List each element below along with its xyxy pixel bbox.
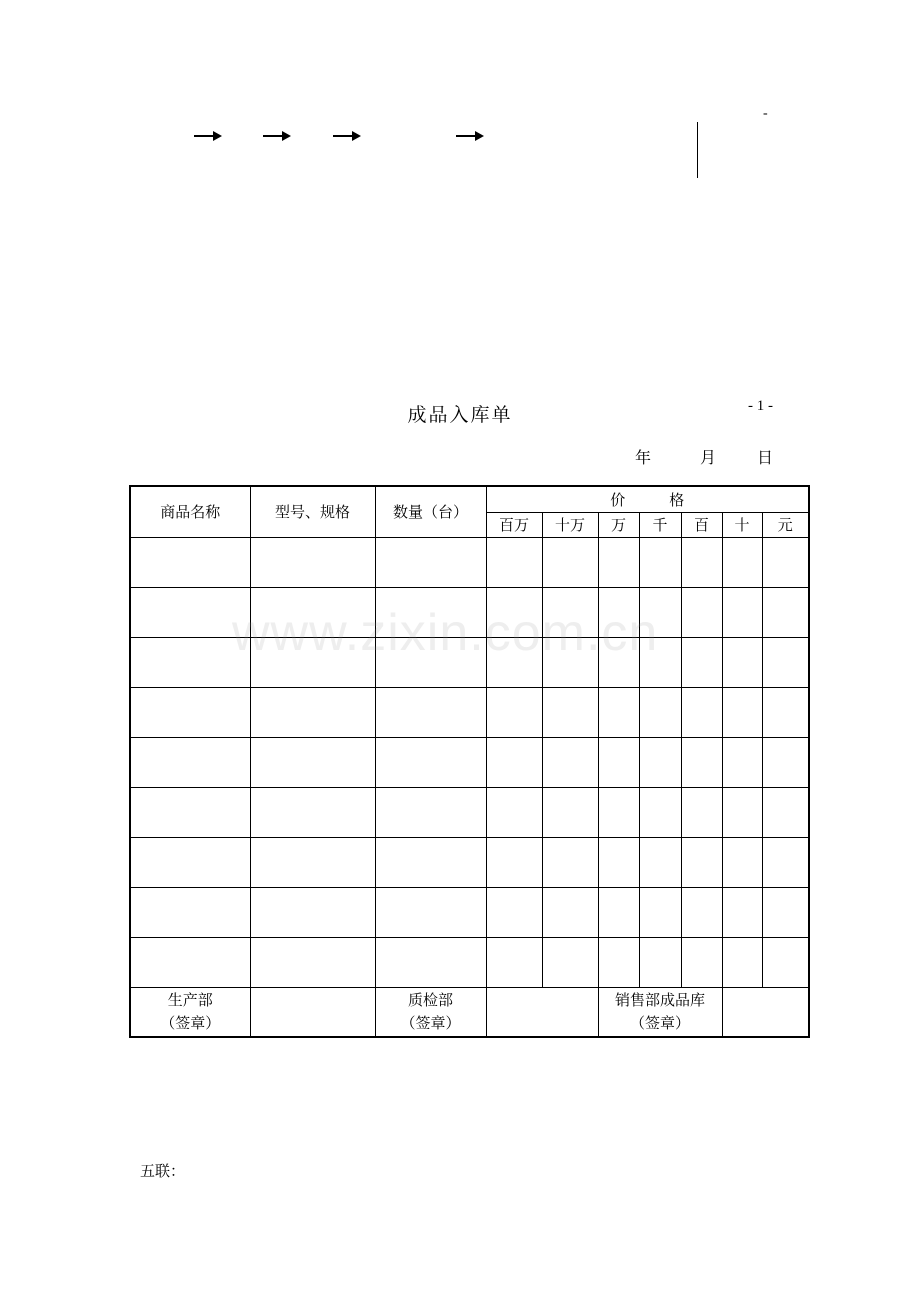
table-cell[interactable] [598, 538, 639, 588]
table-cell[interactable] [486, 638, 542, 688]
table-cell[interactable] [762, 738, 809, 788]
table-cell[interactable] [681, 938, 722, 988]
table-cell[interactable] [681, 588, 722, 638]
table-cell[interactable] [130, 838, 250, 888]
table-cell[interactable] [250, 738, 375, 788]
table-cell[interactable] [639, 888, 681, 938]
table-cell[interactable] [681, 888, 722, 938]
table-cell[interactable] [722, 738, 762, 788]
table-cell[interactable] [375, 888, 486, 938]
table-cell[interactable] [681, 738, 722, 788]
table-cell[interactable] [130, 538, 250, 588]
table-cell[interactable] [375, 688, 486, 738]
table-cell[interactable] [130, 888, 250, 938]
table-cell[interactable] [250, 938, 375, 988]
table-cell[interactable] [486, 838, 542, 888]
table-row [130, 738, 809, 788]
table-cell[interactable] [130, 638, 250, 688]
table-cell[interactable] [542, 688, 598, 738]
table-cell[interactable] [681, 788, 722, 838]
header-price [486, 486, 809, 513]
header-quantity: 数量（台） [375, 486, 486, 538]
quality-dept-label [375, 988, 486, 1038]
table-cell[interactable] [598, 688, 639, 738]
unit-header: 百万 [486, 513, 542, 538]
table-cell[interactable] [130, 588, 250, 638]
header-model-spec: 型号、规格 [250, 486, 375, 538]
form-title: 成品入库单 [407, 404, 513, 426]
quality-sign-label: （签章） [400, 1014, 461, 1032]
table-cell[interactable] [681, 638, 722, 688]
table-cell[interactable] [681, 538, 722, 588]
table-cell[interactable] [762, 588, 809, 638]
table-cell[interactable] [598, 938, 639, 988]
table-cell[interactable] [130, 688, 250, 738]
table-cell[interactable] [598, 838, 639, 888]
table-cell[interactable] [486, 738, 542, 788]
table-cell[interactable] [486, 788, 542, 838]
sales-warehouse-sign-label: （签章） [629, 1014, 690, 1032]
sales-warehouse-sign-field[interactable] [722, 988, 809, 1038]
table-cell[interactable] [542, 538, 598, 588]
table-cell[interactable] [375, 588, 486, 638]
flow-arrow-icon [263, 130, 291, 142]
unit-header: 万 [598, 513, 639, 538]
unit-header: 十万 [542, 513, 598, 538]
table-cell[interactable] [722, 688, 762, 738]
table-cell[interactable] [681, 688, 722, 738]
table-cell[interactable] [486, 938, 542, 988]
page-number: - 1 - [748, 398, 773, 414]
table-cell[interactable] [542, 788, 598, 838]
table-cell[interactable] [250, 788, 375, 838]
table-row [130, 838, 809, 888]
production-dept-name: 生产部 [167, 991, 213, 1009]
date-day-label: 日 [757, 448, 774, 467]
table-cell[interactable] [722, 538, 762, 588]
table-cell[interactable] [762, 688, 809, 738]
warehouse-entry-form [129, 485, 808, 1038]
table-cell[interactable] [542, 588, 598, 638]
table-cell[interactable] [598, 638, 639, 688]
table-cell[interactable] [542, 838, 598, 888]
table-row [130, 538, 809, 588]
header-price-char-b: 格 [669, 490, 685, 509]
table-cell[interactable] [375, 838, 486, 888]
table-cell[interactable] [375, 738, 486, 788]
table-cell[interactable] [639, 788, 681, 838]
header-price-char-a: 价 [610, 490, 626, 509]
table-cell[interactable] [598, 788, 639, 838]
table-cell[interactable] [486, 588, 542, 638]
table-cell[interactable] [639, 838, 681, 888]
date-month-label: 月 [700, 448, 717, 467]
table-cell[interactable] [722, 588, 762, 638]
table-cell[interactable] [639, 638, 681, 688]
table-cell[interactable] [598, 738, 639, 788]
sales-warehouse-label [598, 988, 722, 1038]
header-product-name: 商品名称 [130, 486, 250, 538]
table-cell[interactable] [130, 788, 250, 838]
table-cell[interactable] [762, 638, 809, 688]
table-cell[interactable] [639, 538, 681, 588]
unit-header: 元 [762, 513, 809, 538]
unit-header: 百 [681, 513, 722, 538]
table-cell[interactable] [542, 888, 598, 938]
table-cell[interactable] [486, 888, 542, 938]
table-row [130, 888, 809, 938]
table-row [130, 638, 809, 688]
table-cell[interactable] [250, 838, 375, 888]
table-cell[interactable] [542, 738, 598, 788]
entry-table [129, 485, 810, 1038]
vertical-divider [697, 122, 698, 178]
table-cell[interactable] [722, 638, 762, 688]
table-row [130, 688, 809, 738]
watermark-text: www.zixin.com.cn [232, 604, 659, 662]
table-cell[interactable] [639, 588, 681, 638]
table-cell[interactable] [250, 688, 375, 738]
table-cell[interactable] [542, 938, 598, 988]
quality-sign-field[interactable] [486, 988, 598, 1038]
quality-dept-name: 质检部 [407, 991, 453, 1009]
table-cell[interactable] [762, 788, 809, 838]
flow-arrow-icon [456, 130, 484, 142]
table-cell[interactable] [639, 688, 681, 738]
footer-note: 五联： [140, 1162, 186, 1180]
table-cell[interactable] [722, 888, 762, 938]
top-dash: - [763, 106, 768, 121]
table-row [130, 588, 809, 638]
table-cell[interactable] [375, 938, 486, 988]
table-cell[interactable] [375, 788, 486, 838]
table-cell[interactable] [250, 588, 375, 638]
table-cell[interactable] [598, 588, 639, 638]
table-cell[interactable] [130, 938, 250, 988]
flow-arrow-icon [333, 130, 361, 142]
production-sign-label: （签章） [160, 1014, 221, 1032]
table-cell[interactable] [762, 838, 809, 888]
table-cell[interactable] [486, 688, 542, 738]
table-cell[interactable] [130, 738, 250, 788]
table-cell[interactable] [639, 938, 681, 988]
table-row [130, 788, 809, 838]
table-row [130, 938, 809, 988]
flow-arrow-icon [194, 130, 222, 142]
table-cell[interactable] [375, 538, 486, 588]
production-sign-field[interactable] [250, 988, 375, 1038]
unit-header: 十 [722, 513, 762, 538]
table-cell[interactable] [375, 638, 486, 688]
table-cell[interactable] [639, 738, 681, 788]
sales-warehouse-name: 销售部成品库 [614, 991, 705, 1009]
table-cell[interactable] [598, 888, 639, 938]
date-year-label: 年 [635, 448, 652, 467]
table-cell[interactable] [681, 838, 722, 888]
table-cell[interactable] [722, 838, 762, 888]
table-cell[interactable] [542, 638, 598, 688]
table-cell[interactable] [762, 938, 809, 988]
table-cell[interactable] [762, 888, 809, 938]
table-cell[interactable] [486, 538, 542, 588]
unit-header: 千 [639, 513, 681, 538]
table-cell[interactable] [762, 538, 809, 588]
table-cell[interactable] [250, 638, 375, 688]
production-dept-label [130, 988, 250, 1038]
table-cell[interactable] [722, 788, 762, 838]
table-cell[interactable] [250, 538, 375, 588]
table-cell[interactable] [722, 938, 762, 988]
table-cell[interactable] [250, 888, 375, 938]
